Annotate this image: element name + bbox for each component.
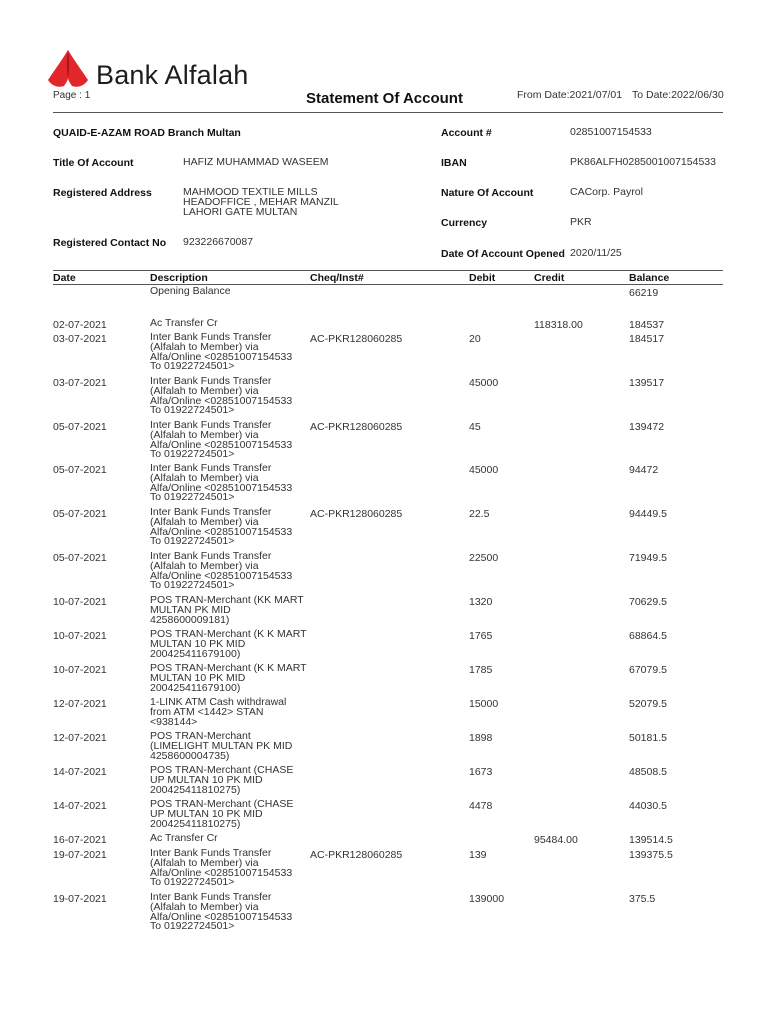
col-description: Description: [150, 272, 208, 284]
row-balance: 139472: [629, 421, 665, 433]
row-debit: 139: [469, 849, 487, 861]
row-description: [150, 552, 292, 591]
row-balance: 184517: [629, 333, 665, 345]
row-cheq: AC-PKR128060285: [310, 333, 403, 345]
address-line: LAHORI GATE MULTAN: [183, 206, 298, 218]
row-debit: 45000: [469, 377, 499, 389]
row-description: [150, 333, 292, 372]
row-description: [150, 766, 293, 795]
row-description-line: MULTAN 10 PK MID: [150, 671, 246, 684]
row-balance: 71949.5: [629, 552, 667, 564]
row-description-line: 200425411810275): [150, 783, 241, 796]
account-number-label: Account #: [441, 127, 492, 139]
row-balance: 68864.5: [629, 630, 667, 642]
row-description-line: (LIMELIGHT MULTAN PK MID: [150, 739, 293, 752]
row-description: [150, 421, 292, 460]
row-debit: 1898: [469, 732, 493, 744]
row-balance: 66219: [629, 287, 659, 299]
row-date: 19-07-2021: [53, 849, 107, 861]
row-debit: 4478: [469, 800, 493, 812]
row-description-line: Inter Bank Funds Transfer: [150, 506, 272, 518]
row-debit: 1785: [469, 664, 493, 676]
row-date: 05-07-2021: [53, 552, 107, 564]
row-debit: 15000: [469, 698, 499, 710]
row-description-line: Ac Transfer Cr: [150, 317, 218, 329]
contact-label: Registered Contact No: [53, 237, 167, 249]
nature: CACorp. Payrol: [570, 186, 643, 198]
row-debit: 45000: [469, 464, 499, 476]
row-description-line: <938144>: [150, 715, 198, 728]
row-date: 03-07-2021: [53, 333, 107, 345]
row-description: [150, 834, 218, 844]
row-description: [150, 732, 292, 761]
row-description-line: MULTAN 10 PK MID: [150, 637, 246, 650]
row-description-line: To 01922724501>: [150, 876, 235, 889]
row-description: [150, 630, 307, 659]
row-description-line: Inter Bank Funds Transfer: [150, 462, 272, 474]
row-debit: 139000: [469, 893, 505, 905]
row-description: [150, 893, 292, 932]
row-description-line: (Alfalah to Member) via: [150, 900, 259, 913]
row-description-line: POS TRAN-Merchant (K K MART: [150, 662, 307, 674]
row-debit: 1673: [469, 766, 493, 778]
row-balance: 375.5: [629, 893, 656, 905]
row-debit: 22500: [469, 552, 499, 564]
row-description-line: Ac Transfer Cr: [150, 832, 218, 844]
row-date: 12-07-2021: [53, 698, 107, 710]
row-description-line: (Alfalah to Member) via: [150, 856, 259, 869]
row-balance: 94449.5: [629, 508, 667, 520]
row-balance: 50181.5: [629, 732, 667, 744]
row-description-line: To 01922724501>: [150, 579, 235, 592]
row-credit: 118318.00: [534, 319, 583, 331]
row-debit: 1765: [469, 630, 493, 642]
row-description-line: Opening Balance: [150, 285, 231, 297]
currency-label: Currency: [441, 217, 488, 229]
row-description-line: 200425411679100): [150, 681, 241, 694]
bank-logo-icon: [46, 50, 90, 90]
row-date: 14-07-2021: [53, 766, 107, 778]
row-description-line: 4258600009181): [150, 613, 230, 626]
contact: 923226670087: [183, 236, 254, 248]
row-description-line: POS TRAN-Merchant (K K MART: [150, 628, 307, 640]
page-title: Statement Of Account: [306, 90, 463, 107]
row-debit: 1320: [469, 596, 493, 608]
branch-name: QUAID-E-AZAM ROAD Branch Multan: [53, 127, 241, 139]
row-description-line: To 01922724501>: [150, 448, 235, 461]
opened-label: Date Of Account Opened: [441, 248, 565, 260]
row-description-line: (Alfalah to Member) via: [150, 559, 259, 572]
row-description: [150, 464, 292, 503]
row-description: [150, 319, 218, 329]
col-date: Date: [53, 272, 76, 284]
col-balance: Balance: [629, 272, 670, 284]
row-description-line: MULTAN PK MID: [150, 603, 231, 616]
row-description-line: To 01922724501>: [150, 920, 235, 933]
row-description-line: Alfa/Online <02851007154533: [150, 481, 293, 494]
row-balance: 184537: [629, 319, 665, 331]
row-cheq: AC-PKR128060285: [310, 849, 403, 861]
row-description: [150, 287, 231, 297]
row-description-line: To 01922724501>: [150, 535, 235, 548]
row-description: [150, 664, 307, 693]
opened: 2020/11/25: [570, 247, 622, 259]
header-divider: [53, 112, 723, 113]
row-description-line: (Alfalah to Member) via: [150, 428, 259, 441]
row-date: 05-07-2021: [53, 421, 107, 433]
row-date: 12-07-2021: [53, 732, 107, 744]
row-date: 05-07-2021: [53, 464, 107, 476]
col-cheq: Cheq/Inst#: [310, 272, 364, 284]
address-label: Registered Address: [53, 187, 152, 199]
row-description-line: POS TRAN-Merchant (KK MART: [150, 594, 304, 606]
row-date: 10-07-2021: [53, 596, 107, 608]
row-credit: 95484.00: [534, 834, 578, 846]
row-balance: 139375.5: [629, 849, 673, 861]
row-description-line: (Alfalah to Member) via: [150, 515, 259, 528]
page-number: Page : 1: [53, 90, 91, 101]
account-title: HAFIZ MUHAMMAD WASEEM: [183, 156, 329, 168]
row-description-line: To 01922724501>: [150, 404, 235, 417]
from-date: From Date:2021/07/01: [517, 89, 623, 101]
row-description-line: Inter Bank Funds Transfer: [150, 331, 272, 343]
address: [183, 187, 339, 217]
table-header-top-border: [53, 270, 723, 271]
account-title-label: Title Of Account: [53, 157, 134, 169]
row-description-line: Inter Bank Funds Transfer: [150, 891, 272, 903]
row-debit: 45: [469, 421, 481, 433]
row-description-line: Inter Bank Funds Transfer: [150, 375, 272, 387]
iban-label: IBAN: [441, 157, 467, 169]
account-number: 02851007154533: [570, 126, 652, 138]
nature-label: Nature Of Account: [441, 187, 534, 199]
row-description-line: 1-LINK ATM Cash withdrawal: [150, 696, 287, 708]
iban: PK86ALFH0285001007154533: [570, 156, 716, 168]
row-description-line: UP MULTAN 10 PK MID: [150, 773, 263, 786]
row-date: 02-07-2021: [53, 319, 107, 331]
row-date: 19-07-2021: [53, 893, 107, 905]
currency: PKR: [570, 216, 592, 228]
row-description-line: 4258600004735): [150, 749, 230, 762]
row-balance: 52079.5: [629, 698, 667, 710]
row-description-line: 200425411810275): [150, 817, 241, 830]
row-description: [150, 377, 292, 416]
row-balance: 48508.5: [629, 766, 667, 778]
row-description: [150, 849, 292, 888]
row-description-line: Inter Bank Funds Transfer: [150, 847, 272, 859]
row-date: 14-07-2021: [53, 800, 107, 812]
row-balance: 70629.5: [629, 596, 667, 608]
row-description-line: Alfa/Online <02851007154533: [150, 394, 293, 407]
row-description-line: POS TRAN-Merchant (CHASE: [150, 798, 294, 810]
row-description-line: 200425411679100): [150, 647, 241, 660]
row-debit: 22.5: [469, 508, 490, 520]
row-description: [150, 508, 292, 547]
row-date: 05-07-2021: [53, 508, 107, 520]
row-description-line: POS TRAN-Merchant (CHASE: [150, 764, 294, 776]
row-description-line: UP MULTAN 10 PK MID: [150, 807, 263, 820]
row-description-line: Inter Bank Funds Transfer: [150, 419, 272, 431]
row-description-line: Alfa/Online <02851007154533: [150, 569, 293, 582]
row-description: [150, 698, 286, 727]
row-description-line: (Alfalah to Member) via: [150, 384, 259, 397]
row-date: 10-07-2021: [53, 630, 107, 642]
row-description-line: Alfa/Online <02851007154533: [150, 866, 293, 879]
row-description-line: To 01922724501>: [150, 360, 235, 373]
row-description-line: Alfa/Online <02851007154533: [150, 350, 293, 363]
row-debit: 20: [469, 333, 481, 345]
row-description-line: (Alfalah to Member) via: [150, 471, 259, 484]
col-credit: Credit: [534, 272, 565, 284]
row-cheq: AC-PKR128060285: [310, 508, 403, 520]
address-line: HEADOFFICE , MEHAR MANZIL: [183, 196, 339, 208]
row-balance: 44030.5: [629, 800, 667, 812]
row-description-line: POS TRAN-Merchant: [150, 730, 251, 742]
row-balance: 139514.5: [629, 834, 673, 846]
row-date: 16-07-2021: [53, 834, 107, 846]
row-balance: 67079.5: [629, 664, 667, 676]
row-description-line: from ATM <1442> STAN: [150, 705, 264, 718]
to-date: To Date:2022/06/30: [632, 89, 724, 101]
row-balance: 139517: [629, 377, 665, 389]
row-description-line: Alfa/Online <02851007154533: [150, 438, 293, 451]
row-description: [150, 800, 293, 829]
bank-name: Bank Alfalah: [96, 60, 249, 90]
row-date: 03-07-2021: [53, 377, 107, 389]
row-description-line: To 01922724501>: [150, 491, 235, 504]
col-debit: Debit: [469, 272, 496, 284]
row-cheq: AC-PKR128060285: [310, 421, 403, 433]
row-description-line: Alfa/Online <02851007154533: [150, 910, 293, 923]
row-description-line: Alfa/Online <02851007154533: [150, 525, 293, 538]
row-description-line: (Alfalah to Member) via: [150, 340, 259, 353]
row-date: 10-07-2021: [53, 664, 107, 676]
row-balance: 94472: [629, 464, 659, 476]
address-line: MAHMOOD TEXTILE MILLS: [183, 186, 318, 198]
row-description-line: Inter Bank Funds Transfer: [150, 550, 272, 562]
row-description: [150, 596, 304, 625]
